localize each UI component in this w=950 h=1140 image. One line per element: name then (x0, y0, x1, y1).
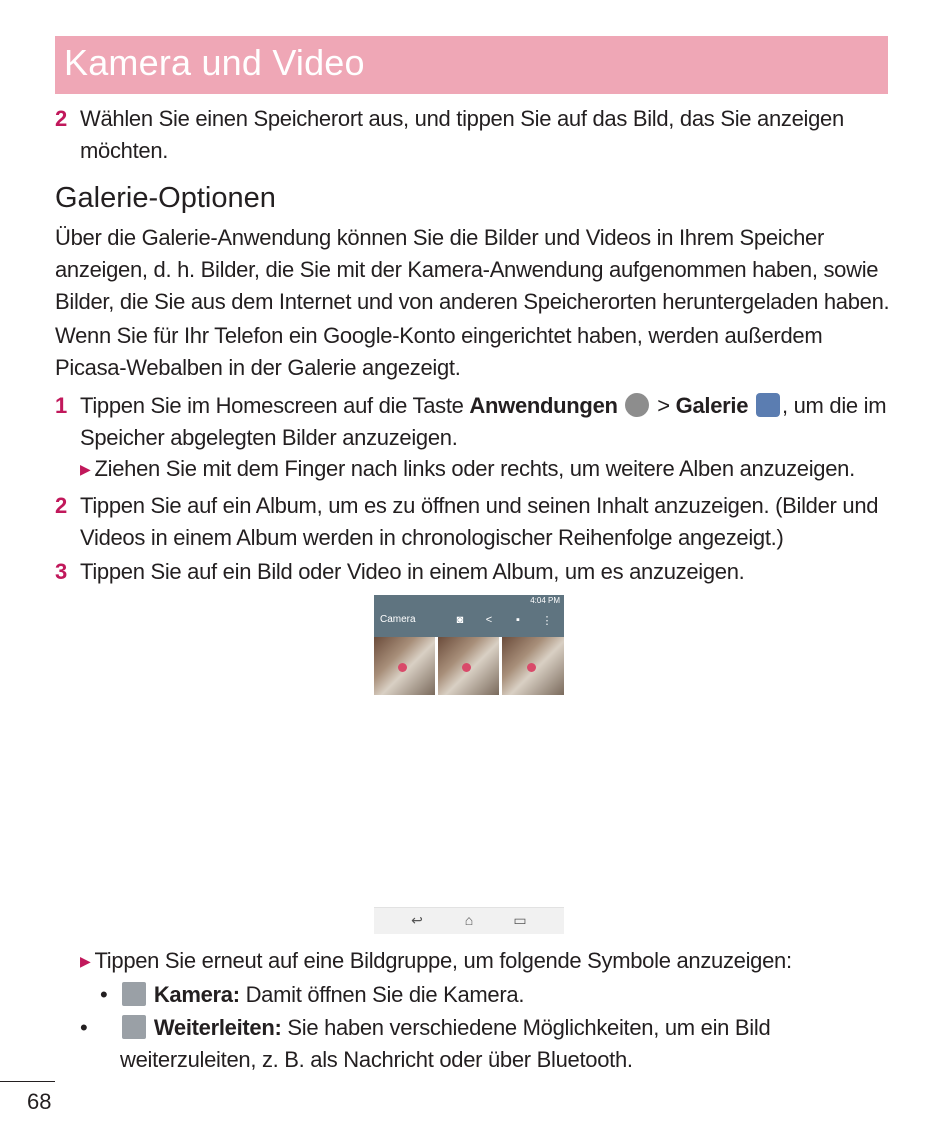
symbol-label: Kamera: (153, 982, 240, 1007)
more-icon[interactable]: ⋮ (541, 615, 553, 627)
phone-screenshot (374, 595, 564, 933)
thumbnail-strip (374, 637, 564, 695)
section-heading: Galerie-Optionen (55, 182, 276, 214)
symbol-text: Sie haben verschiedene Möglichkeiten, um ein Bild weiterzuleiten, z. B. als Nachricht oder über Bluetooth. (120, 1015, 771, 1072)
bullet: • (80, 1015, 88, 1040)
share-icon (122, 1015, 146, 1039)
step-item (55, 390, 890, 454)
step-number: 2 (55, 493, 67, 518)
triangle-bullet-icon: ▶ (80, 953, 91, 969)
step-number: 3 (55, 559, 67, 584)
step-item (55, 556, 890, 588)
step-text: Tippen Sie auf ein Album, um es zu öffnen und seinen Inhalt anzuzeigen. (Bilder und Videos in einem Album werden in chronologischer Reihenfolge angezeigt.) (80, 493, 879, 550)
page-number: 68 (27, 1089, 52, 1114)
camera-icon[interactable]: ◙ (456, 614, 464, 626)
status-time: 4:04 PM (530, 596, 560, 605)
share-icon[interactable]: < (485, 614, 493, 626)
phone-album-title: Camera (380, 614, 416, 625)
step-text (80, 390, 890, 454)
paragraph: Wenn Sie für Ihr Telefon ein Google-Konto eingerichtet haben, werden außerdem Picasa-Webalben in der Galerie angezeigt. (55, 323, 823, 380)
phone-nav-bar (374, 907, 564, 934)
step-text-post: , um die im Speicher abgelegten Bilder anzuzeigen. (80, 393, 887, 450)
symbol-item (80, 1012, 800, 1076)
paragraph: Über die Galerie-Anwendung können Sie die Bilder und Videos in Ihrem Speicher anzeigen, d. h. Bilder, die Sie mit der Kamera-Anwendung aufgenommen haben, sowie Bilder, die Sie aus dem Internet und von anderen Speicherorten heruntergeladen haben. (55, 225, 890, 314)
bullet: • (100, 982, 108, 1007)
symbol-label: Weiterleiten: (153, 1015, 282, 1040)
step-item (55, 103, 890, 167)
tip (80, 945, 890, 977)
step-item (55, 490, 890, 554)
step-number: 1 (55, 393, 67, 418)
gallery-icon (756, 393, 780, 417)
triangle-bullet-icon: ▶ (80, 461, 91, 477)
step-text-pre: Tippen Sie im Homescreen auf die Taste (80, 393, 470, 418)
chapter-title: Kamera und Video (64, 42, 365, 83)
photo-thumbnail[interactable] (438, 637, 499, 695)
camera-icon (122, 982, 146, 1006)
step-text-mid: > (651, 393, 676, 418)
tip-text: Tippen Sie erneut auf eine Bildgruppe, um folgende Symbole anzuzeigen: (94, 948, 792, 973)
symbol-text: Damit öffnen Sie die Kamera. (239, 982, 525, 1007)
step-text: Wählen Sie einen Speicherort aus, und tippen Sie auf das Bild, das Sie anzeigen möchten. (80, 106, 844, 163)
sub-step (80, 453, 890, 485)
phone-action-bar (374, 595, 564, 637)
back-icon[interactable]: ↩ (411, 912, 423, 928)
recent-apps-icon[interactable]: ▭ (513, 912, 527, 928)
chapter-banner (55, 36, 888, 94)
apps-icon (625, 393, 649, 417)
photo-thumbnail[interactable] (502, 637, 564, 695)
sub-step-text: Ziehen Sie mit dem Finger nach links oder rechts, um weitere Alben anzuzeigen. (94, 456, 855, 481)
apps-label: Anwendungen (469, 393, 618, 418)
home-icon[interactable]: ⌂ (464, 912, 474, 928)
gallery-label: Galerie (675, 393, 749, 418)
step-text: Tippen Sie auf ein Bild oder Video in einem Album, um es anzuzeigen. (80, 559, 745, 584)
step-number: 2 (55, 106, 67, 131)
photo-thumbnail[interactable] (374, 637, 435, 695)
symbol-item (100, 979, 890, 1011)
page-divider (0, 1081, 55, 1082)
trash-icon[interactable]: ▪ (516, 614, 520, 626)
